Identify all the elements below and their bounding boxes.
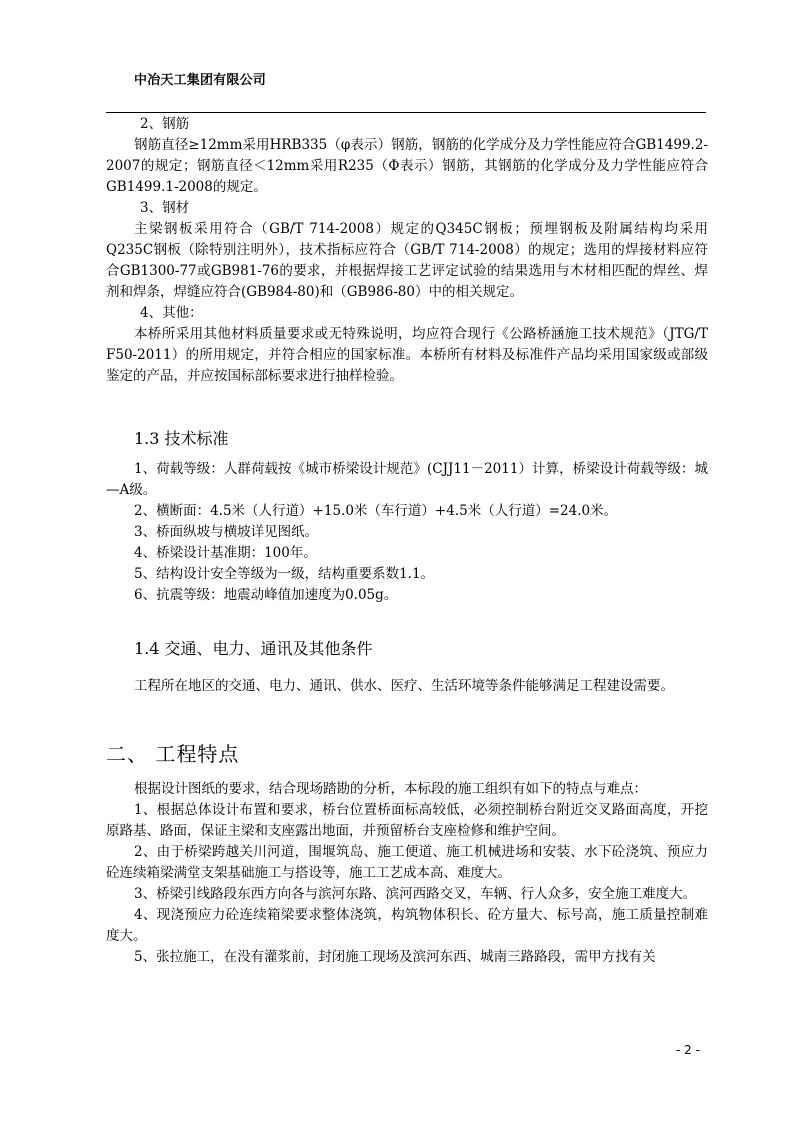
paragraph-steel-bars: 钢筋直径≥12mm采用HRB335（φ表示）钢筋，钢筋的化学成分及力学性能应符合GB1499.2-2007的规定；钢筋直径＜12mm采用R235（Φ表示）钢筋，其钢筋的化学成分及力学性能应符合GB1499.1-2008的规定。: [106, 137, 708, 195]
subsection-title-other: 4、其他：: [140, 305, 203, 321]
list-item: 5、张拉施工，在没有灌浆前，封闭施工现场及滨河东西、城南三路路段，需甲方找有关: [134, 949, 656, 965]
section-heading-conditions: 1.4 交通、电力、通讯及其他条件: [134, 639, 373, 658]
page-number: - 2 -: [676, 1043, 700, 1057]
list-item: 1、荷载等级：人群荷载按《城市桥梁设计规范》(CJJ11－2011）计算，桥梁设计荷载等级：城—A级。: [106, 461, 708, 498]
list-item: 3、桥面纵坡与横坡详见图纸。: [134, 524, 319, 540]
list-item: 4、现浇预应力砼连续箱梁要求整体浇筑，构筑物体积长、砼方量大、标号高，施工质量控制难度大。: [106, 907, 708, 944]
subsection-title-steel-bars: 2、钢筋: [140, 116, 190, 132]
list-item: 6、抗震等级：地震动峰值加速度为0.05g。: [134, 587, 398, 603]
subsection-title-steel: 3、钢材: [140, 200, 190, 216]
section-heading-tech-standards: 1.3 技术标准: [134, 429, 229, 448]
paragraph-other: 本桥所采用其他材料质量要求或无特殊说明，均应符合现行《公路桥涵施工技术规范》（JTG/T F50-2011）的所用规定，并符合相应的国家标准。本桥所有材料及标准件产品均采用国家级或部级鉴定的产品，并应按国标部标要求进行抽样检验。: [106, 326, 708, 384]
paragraph-steel: 主梁钢板采用符合（GB/T 714-2008）规定的Q345C钢板；预埋钢板及附属结构均采用Q235C钢板（除特别注明外），技术指标应符合（GB/T 714-2008）的规定；选用的焊接材料应符合GB1300-77或GB981-76的要求，并根据焊接工艺评定试验的结果选用与木材相匹配的焊丝、焊剂和焊条，焊缝应符合(GB984-80)和（GB986-80）中的相关规定。: [106, 221, 708, 300]
section-heading-features: 二、 工程特点: [106, 742, 240, 766]
document-body: [106, 112, 708, 968]
paragraph-features-intro: 根据设计图纸的要求，结合现场踏勘的分析，本标段的施工组织有如下的特点与难点：: [134, 781, 647, 797]
company-name: 中冶天工集团有限公司: [134, 73, 267, 88]
list-item: 3、桥梁引线路段东西方向各与滨河东路、滨河西路交叉，车辆、行人众多，安全施工难度大。: [134, 886, 697, 902]
list-item: 1、根据总体设计布置和要求，桥台位置桥面标高较低，必须控制桥台附近交叉路面高度，开挖原路基、路面，保证主梁和支座露出地面，并预留桥台支座检修和维护空间。: [106, 802, 708, 839]
list-item: 2、由于桥梁跨越关川河道，围堰筑岛、施工便道、施工机械进场和安装、水下砼浇筑、预应力砼连续箱梁满堂支架基础施工与搭设等，施工工艺成本高、难度大。: [106, 844, 708, 881]
list-item: 2、横断面：4.5米（人行道）+15.0米（车行道）+4.5米（人行道）=24.0米。: [134, 503, 618, 519]
list-item: 5、结构设计安全等级为一级，结构重要系数1.1。: [134, 566, 435, 582]
paragraph-conditions: 工程所在地区的交通、电力、通讯、供水、医疗、生活环境等条件能够满足工程建设需要。: [134, 678, 674, 694]
list-item: 4、桥梁设计基准期：100年。: [134, 545, 317, 561]
